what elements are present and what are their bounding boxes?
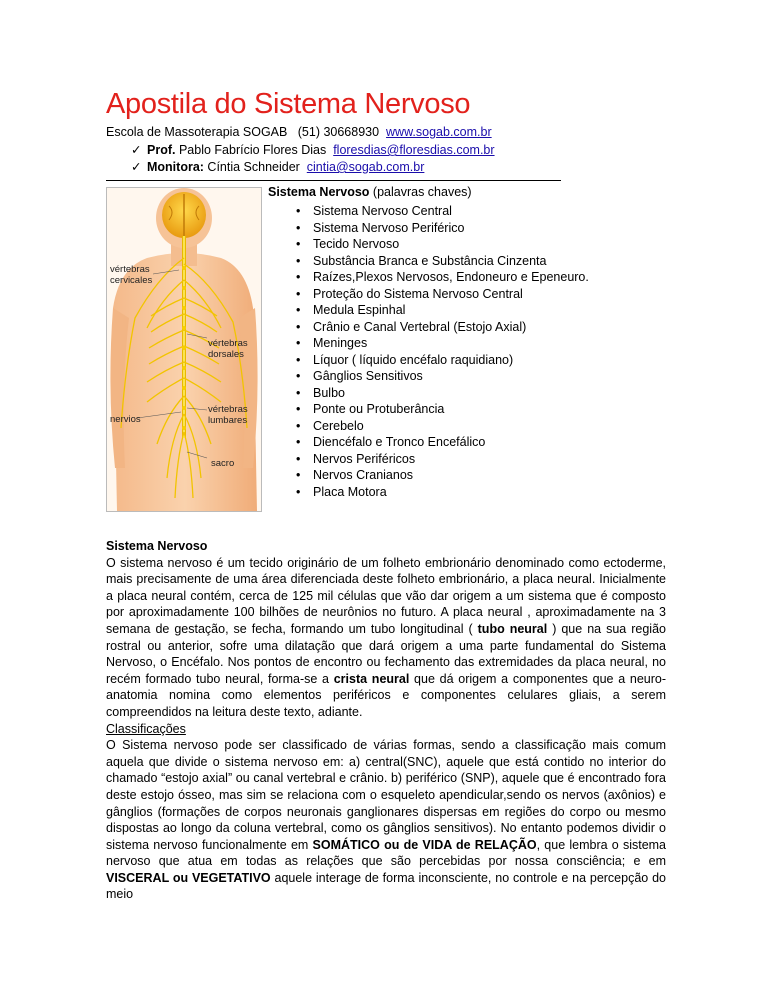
keyword-item: • Raízes,Plexos Nervosos, Endoneuro e Epeneuro.	[296, 269, 589, 286]
keyword-item: • Medula Espinhal	[296, 302, 589, 319]
header-divider	[106, 180, 561, 181]
keyword-item: • Crânio e Canal Vertebral (Estojo Axial)	[296, 319, 589, 336]
label-sacrum: sacro	[211, 458, 235, 469]
keyword-item: • Bulbo	[296, 385, 589, 402]
staff-email-link[interactable]: cintia@sogab.com.br	[306, 160, 425, 174]
keyword-item: • Meninges	[296, 335, 589, 352]
keyword-item: • Nervos Cranianos	[296, 467, 589, 484]
keyword-item: • Sistema Nervoso Central	[296, 203, 589, 220]
keyword-item: • Placa Motora	[296, 484, 589, 501]
keyword-item: • Sistema Nervoso Periférico	[296, 220, 589, 237]
keyword-item: • Nervos Periféricos	[296, 451, 589, 468]
classifications-heading: Classificações	[106, 721, 186, 736]
keywords-heading	[268, 185, 472, 199]
keyword-item: • Líquor ( líquido encéfalo raquidiano)	[296, 352, 589, 369]
school-info: Escola de Massoterapia SOGAB (51) 30668930	[106, 125, 387, 139]
staff-monitor	[131, 159, 424, 174]
label-lumbar-vertebrae: vértebras lumbares	[208, 404, 248, 426]
keyword-item: • Tecido Nervoso	[296, 236, 589, 253]
label-nerves: nervios	[110, 414, 141, 425]
school-website-link[interactable]: www.sogab.com.br	[386, 125, 492, 139]
label-cervical-vertebrae: vértebras cervicales	[110, 264, 153, 286]
staff-name: Pablo Fabrício Flores Dias	[175, 143, 334, 157]
keyword-item: • Cerebelo	[296, 418, 589, 435]
keyword-item: • Diencéfalo e Tronco Encefálico	[296, 434, 589, 451]
section-nervous-system	[106, 538, 666, 903]
school-line	[106, 125, 492, 139]
checkmark-icon: ✓	[131, 143, 142, 157]
staff-email-link[interactable]: floresdias@floresdias.com.br	[333, 143, 495, 157]
page-title: Apostila do Sistema Nervoso	[106, 88, 471, 120]
classifications-paragraph: O Sistema nervoso pode ser classificado de várias formas, sendo a classificação mais comum aquela que divide o sistema nervoso em: a) central(SNC), aquele que está contido no interior do chamado “estojo axial” ou canal vertebral e crânio. b) periférico (SNP), aquele que é encontrado fora deste estojo ósseo, mas sim se relaciona com o esqueleto apendicular,sendo os nervos (axônios) e gânglios (formações de corpos neuronais ganglionares dispersas em regiões do corpo ou mesmo dispostas ao longo da coluna vertebral, como os gânglios sensitivos). No entanto podemos dividir o sistema nervoso funcionalmente em SOMÁTICO ou de VIDA de RELAÇÃO, que lembra o sistema nervoso que atua em todas as relações que são percebidas por nossa consciência; e em VISCERAL ou VEGETATIVO aquele interage de forma inconsciente, no controle e na percepção do meio	[106, 738, 667, 902]
keyword-item: • Substância Branca e Substância Cinzenta	[296, 253, 589, 270]
label-dorsal-vertebrae: vértebras dorsales	[208, 338, 248, 360]
keyword-item: • Gânglios Sensitivos	[296, 368, 589, 385]
staff-role: Prof.	[147, 143, 176, 157]
section-paragraph: O sistema nervoso é um tecido originário de um folheto embrionário denominado como ectoderme, mais precisamente de uma área diferenciada deste folheto embrionário, a placa neural. Inicialmente a placa neural contém, cerca de 125 mil células que vão dar origem a um sistema que é composto por aproximadamente 100 bilhões de neurônios no futuro. A placa neural , aproximadamente na 3 semana de gestação, se fecha, formando um tubo longitudinal ( tubo neural ) que na sua região rostral ou anterior, sofre uma dilatação que dará origem a uma parte fundamental do Sistema Nervoso, o Encéfalo. Nos pontos de encontro ou fechamento das extremidades da placa neural, no recém formado tubo neural, forma-se a crista neural que dá origem a componentes que a neuro-anatomia nomina como elementos periféricos e componentes celulares gliais, a serem compreendidos na leitura deste texto, adiante.	[106, 555, 666, 719]
section-heading: Sistema Nervoso	[106, 539, 208, 553]
keywords-list	[296, 203, 589, 500]
keywords-heading-bold: Sistema Nervoso	[268, 185, 370, 199]
staff-name: Cíntia Schneider	[203, 160, 307, 174]
staff-professor	[131, 142, 495, 157]
keyword-item: • Ponte ou Protuberância	[296, 401, 589, 418]
staff-role: Monitora:	[147, 160, 204, 174]
nervous-system-illustration	[106, 187, 262, 512]
keywords-heading-rest: (palavras chaves)	[369, 185, 472, 199]
keyword-item: • Proteção do Sistema Nervoso Central	[296, 286, 589, 303]
checkmark-icon: ✓	[131, 160, 142, 174]
